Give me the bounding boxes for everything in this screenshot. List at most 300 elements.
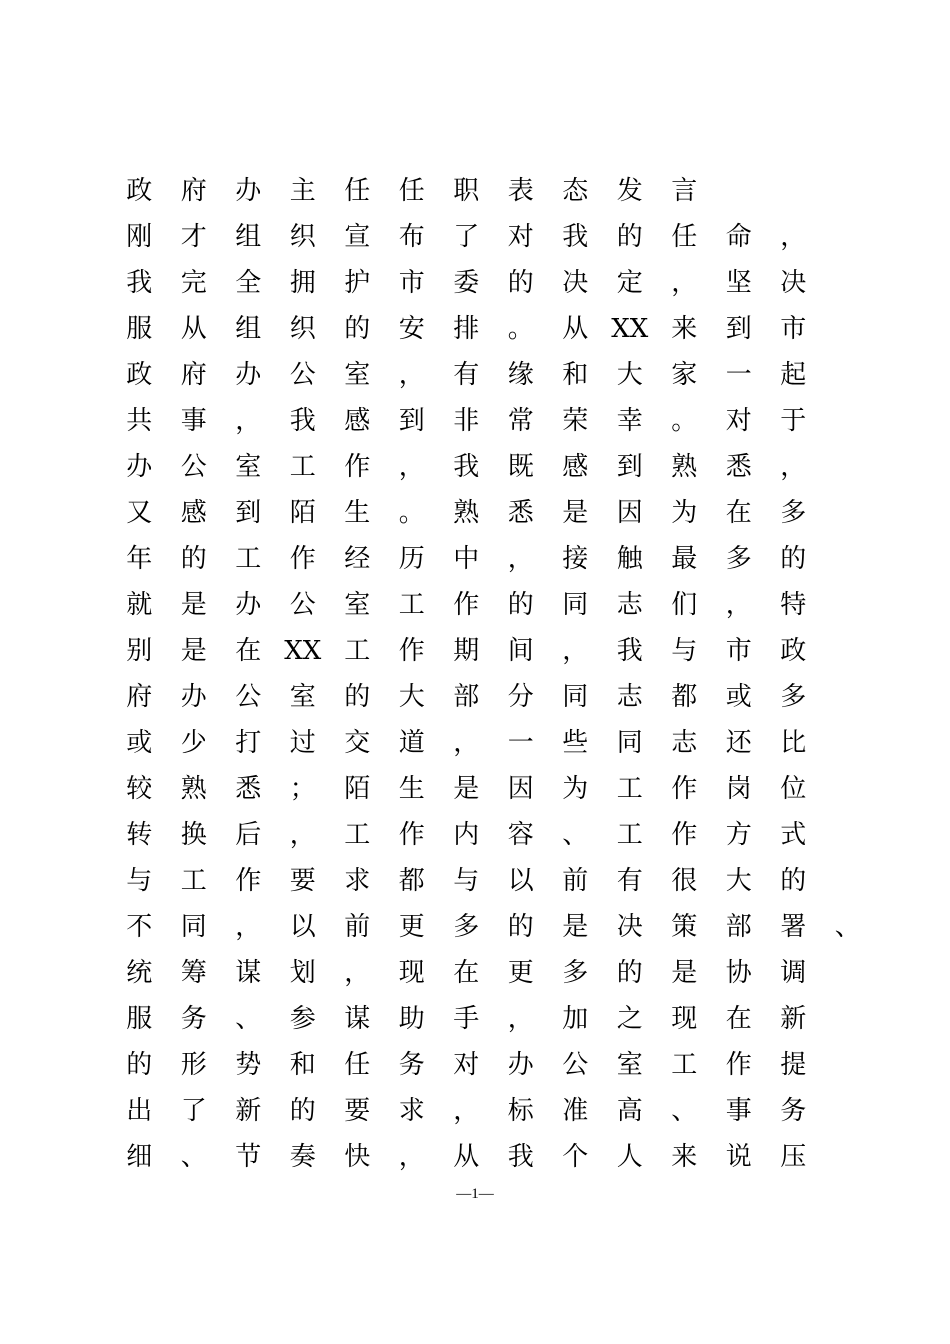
text-char: 作 (398, 636, 425, 666)
text-char: 作 (344, 452, 371, 482)
text-char: 决 (562, 268, 589, 298)
text-line (112, 260, 892, 306)
text-char: 工 (398, 590, 425, 620)
text-char: 在 (453, 958, 480, 988)
text-char: 是 (453, 774, 480, 804)
text-char: 作 (289, 544, 316, 574)
text-char: 悉 (725, 452, 752, 482)
text-char: 决 (780, 268, 807, 298)
text-char: 年 (126, 544, 153, 574)
text-char: 或 (725, 682, 752, 712)
text-char: 志 (616, 682, 643, 712)
text-char: 提 (780, 1050, 807, 1080)
text-char: 大 (398, 682, 425, 712)
text-char: 统 (126, 958, 153, 988)
text-char: ， (289, 820, 316, 850)
text-char: 、 (562, 820, 589, 850)
text-char: 节 (235, 1142, 262, 1172)
text-char: 作 (725, 1050, 752, 1080)
text-char: 间 (507, 636, 534, 666)
text-char: 事 (725, 1096, 752, 1126)
text-char: ， (562, 636, 589, 666)
text-char: 式 (780, 820, 807, 850)
text-char: 生 (398, 774, 425, 804)
text-char: 接 (562, 544, 589, 574)
text-line (112, 398, 892, 444)
text-char: 分 (507, 682, 534, 712)
text-char: 谋 (344, 1004, 371, 1034)
text-char: 公 (180, 452, 207, 482)
text-char: 不 (126, 912, 153, 942)
text-char: 参 (289, 1004, 316, 1034)
text-char: 们 (671, 590, 698, 620)
text-char: 又 (126, 498, 153, 528)
text-char: 个 (562, 1142, 589, 1172)
text-char: ， (507, 544, 534, 574)
text-char: 打 (235, 728, 262, 758)
text-char: 悉 (507, 498, 534, 528)
text-char: 同 (562, 682, 589, 712)
text-char: 室 (344, 360, 371, 390)
text-char: 有 (453, 360, 480, 390)
text-char: 。 (671, 406, 698, 436)
text-char: 形 (180, 1050, 207, 1080)
text-char: 最 (671, 544, 698, 574)
text-char: 市 (725, 636, 752, 666)
text-char: 全 (235, 268, 262, 298)
text-char: 办 (235, 176, 262, 206)
text-char: 办 (180, 682, 207, 712)
text-char: 的 (507, 268, 534, 298)
text-char: ， (398, 360, 425, 390)
text-char: 历 (398, 544, 425, 574)
text-char: 到 (725, 314, 752, 344)
text-line (112, 214, 892, 260)
text-char: 一 (725, 360, 752, 390)
text-char: 的 (780, 544, 807, 574)
text-char: 人 (616, 1142, 643, 1172)
text-char: ， (725, 590, 752, 620)
text-char: 工 (289, 452, 316, 482)
text-char: 府 (126, 682, 153, 712)
text-line (112, 352, 892, 398)
text-char: 策 (671, 912, 698, 942)
text-char: 。 (507, 314, 534, 344)
text-char: ， (780, 222, 807, 252)
text-char: 宣 (344, 222, 371, 252)
text-char: 些 (562, 728, 589, 758)
text-char: 多 (453, 912, 480, 942)
text-char: 多 (725, 544, 752, 574)
text-char: 和 (562, 360, 589, 390)
text-char: 的 (616, 222, 643, 252)
text-char: 拥 (289, 268, 316, 298)
text-char: 或 (126, 728, 153, 758)
text-char: 了 (453, 222, 480, 252)
text-char: 过 (289, 728, 316, 758)
text-char: 就 (126, 590, 153, 620)
text-char: 特 (780, 590, 807, 620)
text-char: 缘 (507, 360, 534, 390)
text-char: 我 (562, 222, 589, 252)
text-char: 为 (671, 498, 698, 528)
text-char: 新 (780, 1004, 807, 1034)
text-char: 了 (180, 1096, 207, 1126)
text-char: 以 (289, 912, 316, 942)
text-char: 在 (235, 636, 262, 666)
text-char: 工 (671, 1050, 698, 1080)
text-char: 是 (562, 912, 589, 942)
text-char: 要 (289, 866, 316, 896)
text-char: 发 (616, 176, 643, 206)
text-char: 职 (453, 176, 480, 206)
text-char: 是 (180, 590, 207, 620)
text-char: ， (398, 452, 425, 482)
text-char: 务 (180, 1004, 207, 1034)
text-char: 谋 (235, 958, 262, 988)
text-char: 感 (562, 452, 589, 482)
text-line (112, 812, 892, 858)
text-char: 的 (780, 866, 807, 896)
text-char: 陌 (344, 774, 371, 804)
text-char: 的 (344, 314, 371, 344)
text-char: 非 (453, 406, 480, 436)
text-char: 从 (453, 1142, 480, 1172)
text-char: 工 (235, 544, 262, 574)
text-char: 部 (725, 912, 752, 942)
text-char: 公 (235, 682, 262, 712)
text-char: 高 (616, 1096, 643, 1126)
text-char: 政 (126, 176, 153, 206)
text-char: 任 (344, 1050, 371, 1080)
text-char: 大 (616, 360, 643, 390)
text-char: 与 (453, 866, 480, 896)
text-char: 部 (453, 682, 480, 712)
text-char: 手 (453, 1004, 480, 1034)
text-line (112, 858, 892, 904)
text-char: ， (780, 452, 807, 482)
text-char: 多 (562, 958, 589, 988)
text-char: 位 (780, 774, 807, 804)
text-char: 熟 (671, 452, 698, 482)
text-char: 新 (235, 1096, 262, 1126)
text-char: 、 (180, 1142, 207, 1172)
text-char: 感 (344, 406, 371, 436)
text-char: 划 (289, 958, 316, 988)
text-char: 坚 (725, 268, 752, 298)
text-char: 决 (616, 912, 643, 942)
text-char: 中 (453, 544, 480, 574)
page-number: —1— (456, 1186, 494, 1202)
text-line (112, 950, 892, 996)
text-char: 护 (344, 268, 371, 298)
text-char: 后 (235, 820, 262, 850)
text-char: 事 (180, 406, 207, 436)
text-char: 、 (671, 1096, 698, 1126)
text-char: 在 (725, 1004, 752, 1034)
text-char: 府 (180, 176, 207, 206)
text-char: 说 (725, 1142, 752, 1172)
text-char: 转 (126, 820, 153, 850)
text-char: 前 (344, 912, 371, 942)
text-char: 前 (562, 866, 589, 896)
text-char: 助 (398, 1004, 425, 1034)
text-char: 定 (616, 268, 643, 298)
text-char: ， (453, 728, 480, 758)
text-char: 工 (344, 820, 371, 850)
text-char: 我 (507, 1142, 534, 1172)
text-char: 是 (671, 958, 698, 988)
text-char: 有 (616, 866, 643, 896)
text-line (112, 628, 892, 674)
text-char: 以 (507, 866, 534, 896)
text-char: 要 (344, 1096, 371, 1126)
text-line (112, 674, 892, 720)
text-char: 加 (562, 1004, 589, 1034)
text-char: 来 (671, 314, 698, 344)
text-char: 我 (126, 268, 153, 298)
text-char: 的 (126, 1050, 153, 1080)
text-char: 的 (507, 912, 534, 942)
text-char: 我 (289, 406, 316, 436)
text-char: 换 (180, 820, 207, 850)
text-char: 织 (289, 314, 316, 344)
text-char: 署 (780, 912, 807, 942)
text-char: 与 (126, 866, 153, 896)
text-char: 来 (671, 1142, 698, 1172)
text-char: XX (284, 636, 322, 666)
text-char: 调 (780, 958, 807, 988)
text-char: 准 (562, 1096, 589, 1126)
text-char: 完 (180, 268, 207, 298)
text-char: 同 (616, 728, 643, 758)
text-char: 任 (398, 176, 425, 206)
text-char: 公 (562, 1050, 589, 1080)
text-char: 委 (453, 268, 480, 298)
text-line (112, 168, 892, 214)
text-char: 作 (398, 820, 425, 850)
text-char: 到 (235, 498, 262, 528)
text-char: 内 (453, 820, 480, 850)
text-char: 同 (180, 912, 207, 942)
text-char: 求 (398, 1096, 425, 1126)
text-char: 在 (725, 498, 752, 528)
text-char: ， (235, 406, 262, 436)
text-char: 的 (507, 590, 534, 620)
text-char: 室 (235, 452, 262, 482)
body-text (112, 168, 892, 1180)
text-char: 我 (616, 636, 643, 666)
text-char: 府 (180, 360, 207, 390)
text-char: 织 (289, 222, 316, 252)
text-char: 作 (453, 590, 480, 620)
text-char: 都 (398, 866, 425, 896)
text-char: 工 (180, 866, 207, 896)
text-char: 为 (562, 774, 589, 804)
text-char: 服 (126, 314, 153, 344)
text-char: 、 (834, 912, 861, 942)
text-char: 组 (235, 314, 262, 344)
text-char: 作 (235, 866, 262, 896)
text-char: 室 (289, 682, 316, 712)
text-line (112, 720, 892, 766)
text-char: 标 (507, 1096, 534, 1126)
text-char: 表 (507, 176, 534, 206)
text-char: 交 (344, 728, 371, 758)
text-char: 刚 (126, 222, 153, 252)
text-line (112, 904, 892, 950)
text-char: 大 (725, 866, 752, 896)
text-line (112, 536, 892, 582)
text-char: 更 (398, 912, 425, 942)
text-char: 幸 (616, 406, 643, 436)
text-char: 常 (507, 406, 534, 436)
text-char: 志 (616, 590, 643, 620)
text-char: 少 (180, 728, 207, 758)
text-char: 道 (398, 728, 425, 758)
text-char: 生 (344, 498, 371, 528)
text-line (112, 490, 892, 536)
text-char: XX (611, 314, 649, 344)
text-char: 办 (126, 452, 153, 482)
text-char: 公 (289, 360, 316, 390)
text-char: 奏 (289, 1142, 316, 1172)
text-char: 协 (725, 958, 752, 988)
text-char: ， (671, 268, 698, 298)
text-char: 务 (780, 1096, 807, 1126)
text-char: 言 (671, 176, 698, 206)
text-char: 室 (616, 1050, 643, 1080)
text-char: 陌 (289, 498, 316, 528)
text-char: 悉 (235, 774, 262, 804)
text-char: 对 (725, 406, 752, 436)
text-line (112, 582, 892, 628)
text-char: 市 (398, 268, 425, 298)
text-char: ， (344, 958, 371, 988)
text-line (112, 444, 892, 490)
text-char: 感 (180, 498, 207, 528)
text-char: 比 (780, 728, 807, 758)
text-char: 对 (507, 222, 534, 252)
text-char: 别 (126, 636, 153, 666)
text-char: 对 (453, 1050, 480, 1080)
text-char: 熟 (180, 774, 207, 804)
text-char: 现 (398, 958, 425, 988)
text-char: 工 (616, 820, 643, 850)
text-char: 出 (126, 1096, 153, 1126)
text-char: 触 (616, 544, 643, 574)
text-char: 市 (780, 314, 807, 344)
text-char: 较 (126, 774, 153, 804)
text-char: 势 (235, 1050, 262, 1080)
text-char: 安 (398, 314, 425, 344)
text-char: 我 (453, 452, 480, 482)
text-char: 一 (507, 728, 534, 758)
text-char: 室 (344, 590, 371, 620)
text-char: 排 (453, 314, 480, 344)
text-char: 既 (507, 452, 534, 482)
text-char: 政 (780, 636, 807, 666)
text-char: 现 (671, 1004, 698, 1034)
text-char: 的 (616, 958, 643, 988)
text-line (112, 996, 892, 1042)
text-char: 于 (780, 406, 807, 436)
text-char: 的 (344, 682, 371, 712)
text-line (112, 1042, 892, 1088)
text-char: 工 (616, 774, 643, 804)
text-char: 从 (562, 314, 589, 344)
text-char: 公 (289, 590, 316, 620)
text-line (112, 306, 892, 352)
text-char: 多 (780, 682, 807, 712)
text-char: ， (235, 912, 262, 942)
text-line (112, 1088, 892, 1134)
text-char: 才 (180, 222, 207, 252)
text-char: 荣 (562, 406, 589, 436)
text-char: 任 (671, 222, 698, 252)
text-char: 办 (235, 360, 262, 390)
text-char: 的 (289, 1096, 316, 1126)
text-char: 求 (344, 866, 371, 896)
text-char: 到 (616, 452, 643, 482)
text-char: 很 (671, 866, 698, 896)
text-char: 同 (562, 590, 589, 620)
text-char: 起 (780, 360, 807, 390)
text-char: 经 (344, 544, 371, 574)
text-char: 到 (398, 406, 425, 436)
text-char: 、 (235, 1004, 262, 1034)
text-char: 压 (780, 1142, 807, 1172)
text-char: 共 (126, 406, 153, 436)
text-char: 家 (671, 360, 698, 390)
text-char: 办 (507, 1050, 534, 1080)
text-char: 容 (507, 820, 534, 850)
text-char: 都 (671, 682, 698, 712)
text-char: 态 (562, 176, 589, 206)
text-char: 方 (725, 820, 752, 850)
text-char: ， (507, 1004, 534, 1034)
text-char: 命 (725, 222, 752, 252)
text-char: 筹 (180, 958, 207, 988)
text-char: 组 (235, 222, 262, 252)
text-char: 作 (671, 774, 698, 804)
text-char: 志 (671, 728, 698, 758)
text-char: 和 (289, 1050, 316, 1080)
text-char: 之 (616, 1004, 643, 1034)
text-char: 因 (507, 774, 534, 804)
text-char: 细 (126, 1142, 153, 1172)
text-char: 。 (398, 498, 425, 528)
text-char: 办 (235, 590, 262, 620)
text-line (112, 766, 892, 812)
text-char: 工 (344, 636, 371, 666)
text-char: 因 (616, 498, 643, 528)
text-char: 熟 (453, 498, 480, 528)
text-line (112, 1134, 892, 1180)
text-char: 政 (126, 360, 153, 390)
text-char: ， (453, 1096, 480, 1126)
text-char: 更 (507, 958, 534, 988)
text-char: 从 (180, 314, 207, 344)
text-char: 是 (562, 498, 589, 528)
text-char: 是 (180, 636, 207, 666)
text-char: 期 (453, 636, 480, 666)
text-char: 快 (344, 1142, 371, 1172)
text-char: 多 (780, 498, 807, 528)
text-char: 任 (344, 176, 371, 206)
text-char: 布 (398, 222, 425, 252)
text-char: ， (398, 1142, 425, 1172)
